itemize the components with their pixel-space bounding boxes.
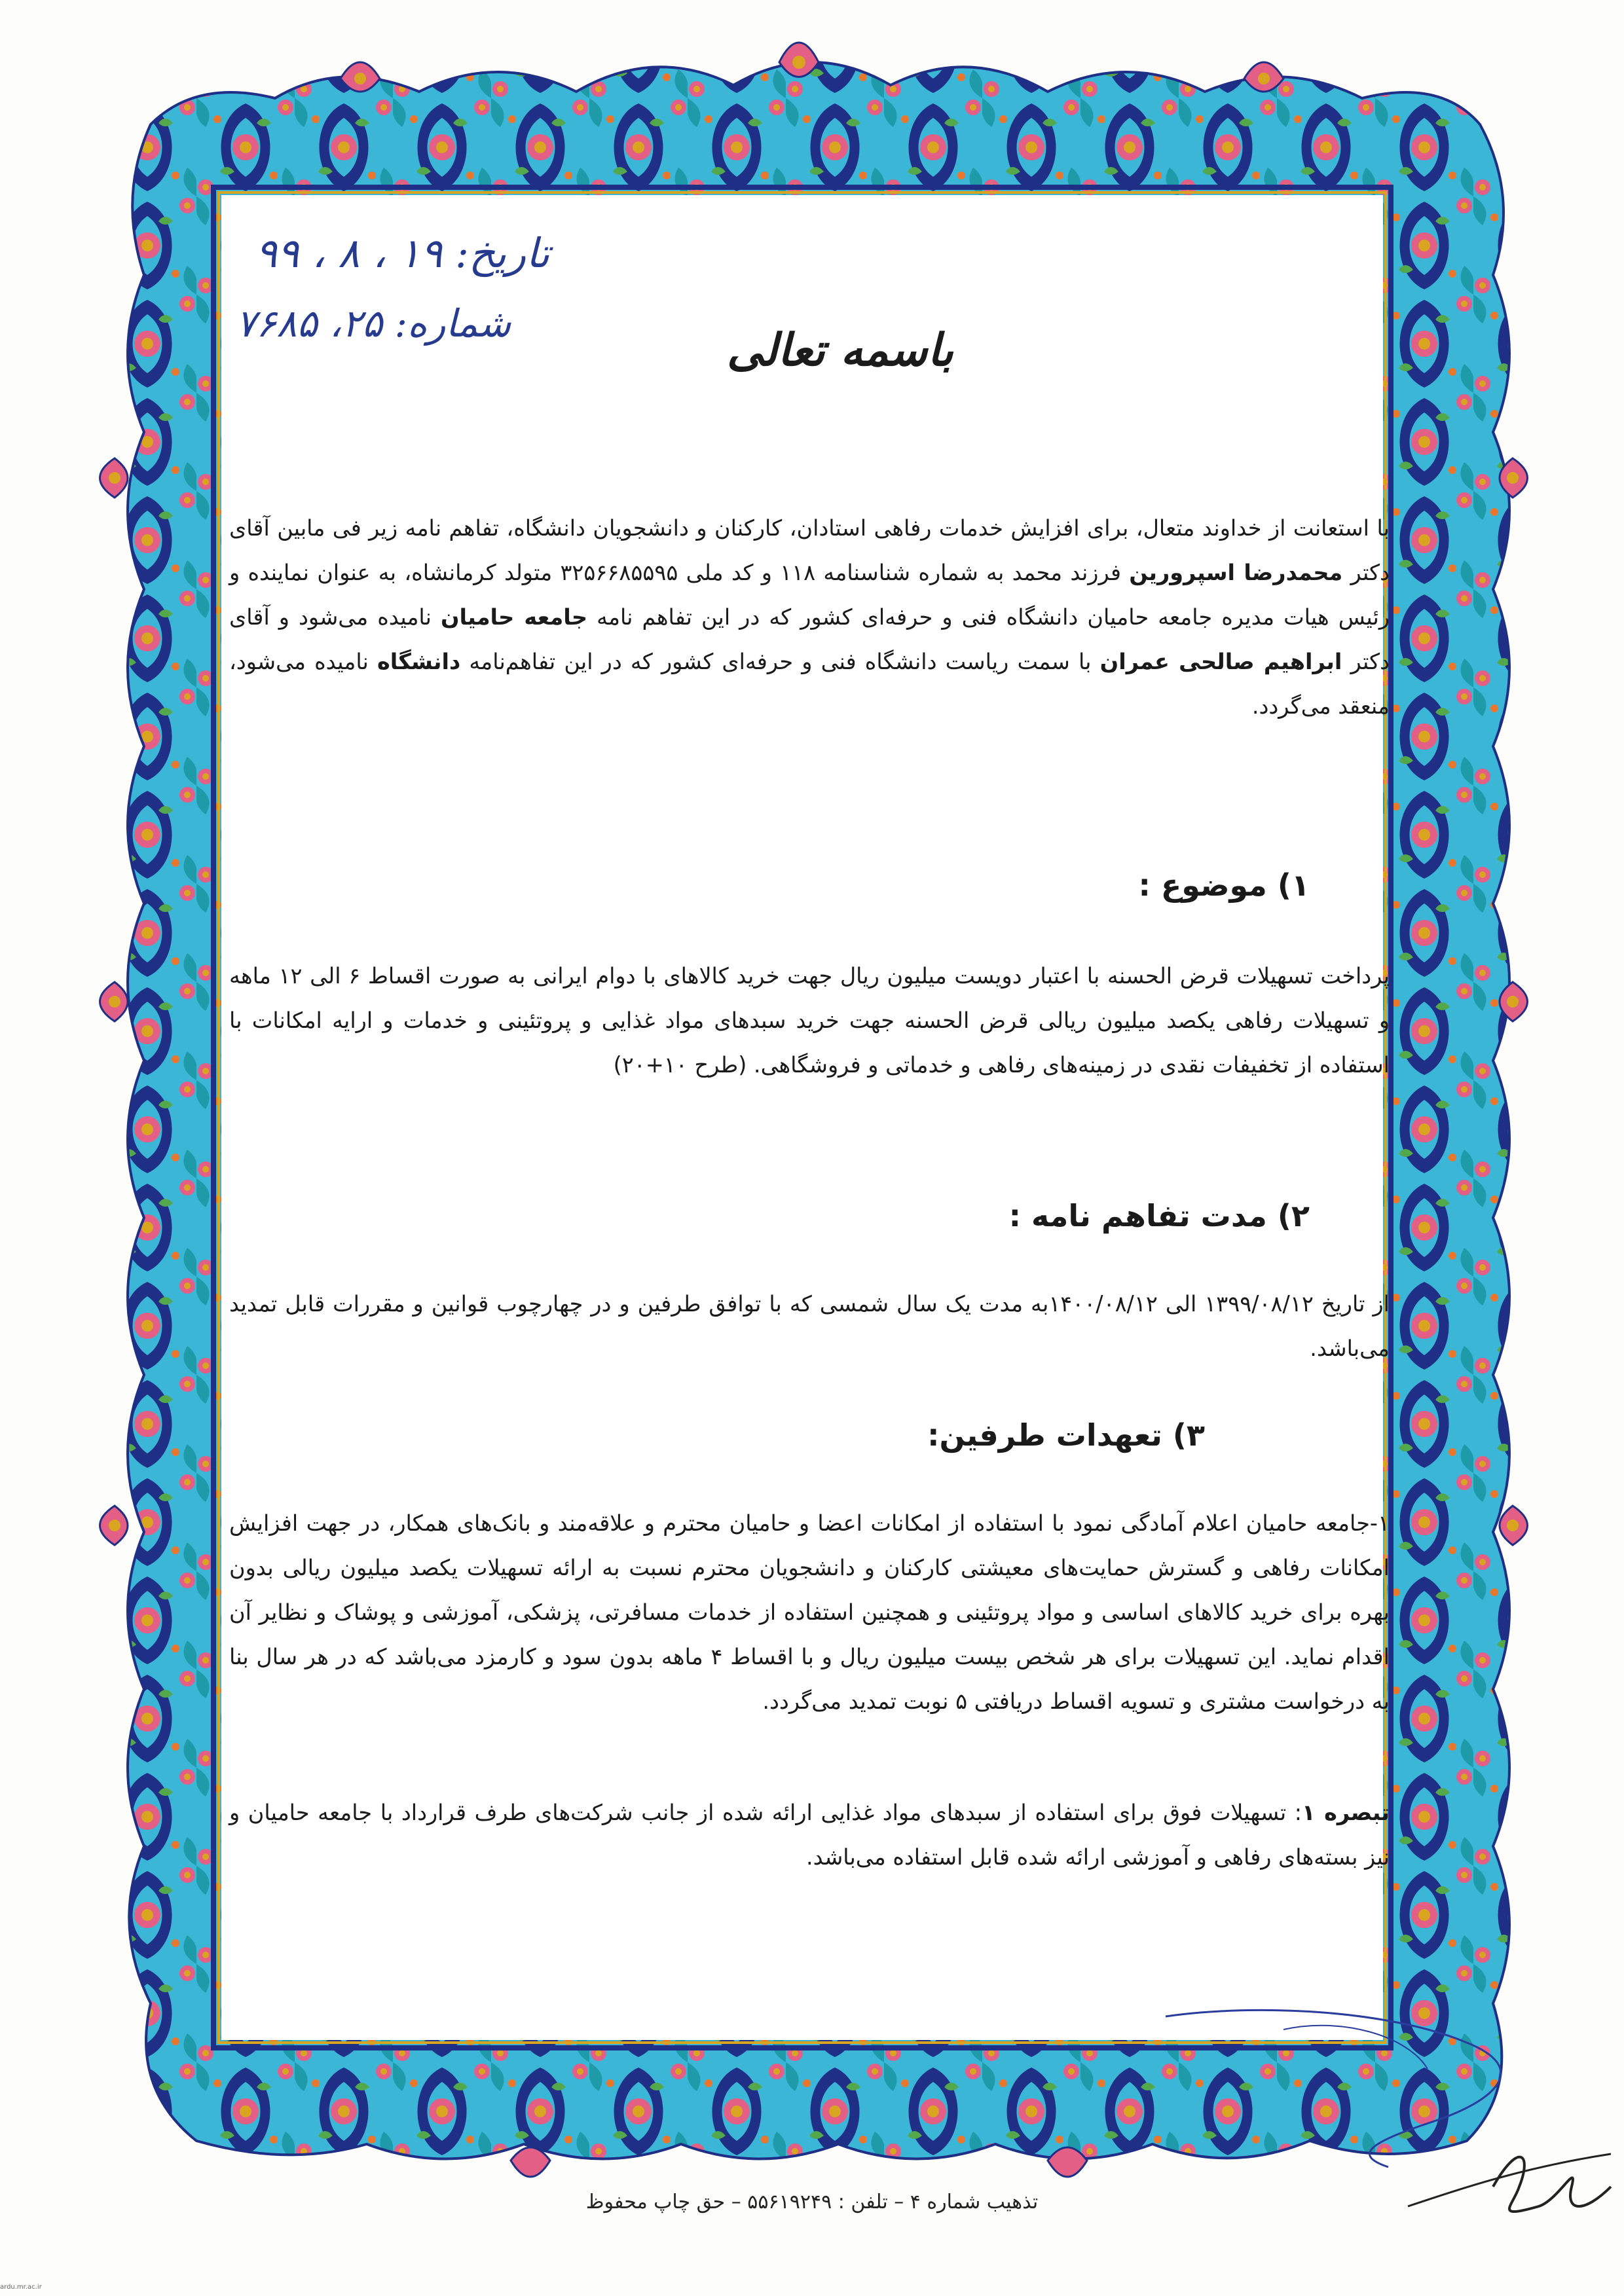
party-label-1: جامعه حامیان [440,604,588,630]
intro-paragraph [229,506,1390,729]
scanner-watermark: ardu.mr.ac.ir [0,2284,42,2291]
section-heading-subject: ۱) موضوع : [1138,867,1310,903]
handwritten-letter-number: شماره: ۲۵، ۷۶۸۵ [236,301,511,346]
note-paragraph [229,1791,1390,1880]
intro-text-2: فرزند محمد به شماره شناسنامه ۱۱۸ و کد ملی ۳۲۵۶۶۸۵۵۹۵ متولد کرمانشاه، به عنوان نماینده و رئیس هیات مدیره جامعه حامیان دانشگاه فنی و حرفه‌ای کشور که در این تفاهم نامه [229,560,1390,630]
note-label: تبصره ۱ [1302,1800,1390,1825]
content-panel [221,195,1383,2040]
handwritten-date: تاریخ: ۱۹ ، ۸ ، ۹۹ [255,229,550,277]
handwritten-invocation: باسمه تعالی [727,324,953,376]
note-text: : تسهیلات فوق برای استفاده از سبدهای مواد غذایی ارائه شده از جانب شرکت‌های طرف قرارداد با جامعه حامیان و نیز بسته‌های رفاهی و آموزشی ارائه شده قابل استفاده می‌باشد. [229,1800,1390,1870]
subject-paragraph: پرداخت تسهیلات قرض الحسنه با اعتبار دویست میلیون ریال جهت خرید کالاهای با دوام ایرانی به صورت اقساط ۶ الی ۱۲ ماهه و تسهیلات رفاهی یکصد میلیون ریالی قرض الحسنه جهت خرید سبدهای مواد غذایی و پروتئینی و خدمات و ارایه امکانات با استفاده از تخفیفات نقدی در زمینه‌های رفاهی و خدماتی و فروشگاهی. (طرح ۱۰+۲۰) [229,963,1390,1078]
party-label-2: دانشگاه [377,649,461,674]
party-name-1: محمدرضا اسپرورین [1129,560,1343,585]
obligation-paragraph-1: ۱-جامعه حامیان اعلام آمادگی نمود با استفاده از امکانات اعضا و حامیان محترم و علاقه‌مند و بانک‌های همکار، در جهت افزایش امکانات رفاهی و گسترش حمایت‌های معیشتی کارکنان و دانشجویان محترم نسبت به ارائه تسهیلات یکصد میلیون ریالی بدون بهره برای خرید کالاهای اساسی و مواد پروتئینی و همچنین استفاده از خدمات مسافرتی، پزشکی، آموزشی و پوشاک و نظایر آن اقدام نماید. این تسهیلات برای هر شخص بیست میلیون ریال و با اقساط ۴ ماهه بدون سود و کارمزد می‌باشد که در هر سال بنا به درخواست مشتری و تسویه اقساط دریافتی ۵ نوبت تمدید می‌گردد. [229,1510,1390,1714]
party-name-2: ابراهیم صالحی عمران [1099,649,1342,674]
section-heading-obligations: ۳) تعهدات طرفین: [927,1417,1205,1453]
section-heading-duration: ۲) مدت تفاهم نامه : [1008,1198,1310,1233]
intro-text-5: نامیده می‌شود، منعقد می‌گردد. [229,649,1390,719]
printer-footer: تذهیب شماره ۴ – تلفن : ۵۵۶۱۹۲۴۹ – حق چاپ محفوظ [585,2191,1039,2214]
intro-text-1: با استعانت از خداوند متعال، برای افزایش خدمات رفاهی استادان، کارکنان و دانشجویان دانشگاه، تفاهم نامه زیر فی مابین آقای دکتر [229,515,1390,585]
duration-paragraph: از تاریخ ۱۳۹۹/۰۸/۱۲ الی ۱۴۰۰/۰۸/۱۲به مدت یک سال شمسی که با توافق طرفین و در چهارچوب قوانین و مقررات قابل تمدید می‌باشد. [229,1291,1390,1361]
intro-text-4: با سمت ریاست دانشگاه فنی و حرفه‌ای کشور که در این تفاهم‌نامه [460,649,1100,674]
intro-text-3: نامیده می‌شود و آقای دکتر [229,604,1390,674]
